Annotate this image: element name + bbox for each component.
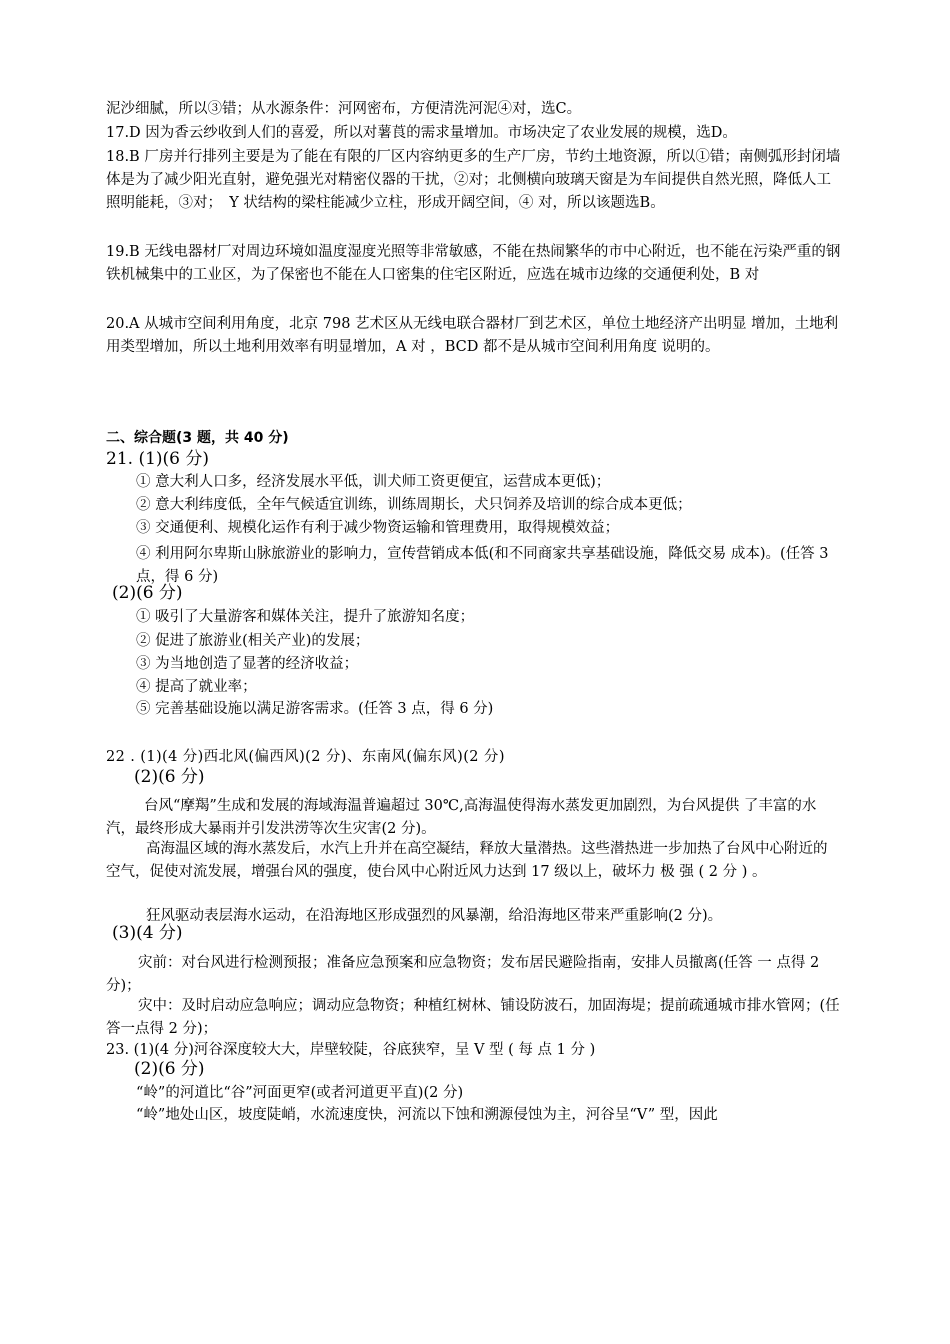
question-23-part-1: 23. (1)(4 分)河谷深度较大大，岸壁较陡，谷底狭窄，呈 V 型 ( 每 点 1 分 ) (106, 1042, 596, 1058)
q23-2-line-1: “岭”的河道比“谷”河面更窄(或者河道更平直)(2 分) (136, 1085, 464, 1101)
q23-2-line-2: “岭”地处山区，坡度陡峭，水流速度快，河流以下蚀和溯源侵蚀为主，河谷呈“V” 型，因此 (136, 1107, 718, 1123)
q21-2-point-1: ① 吸引了大量游客和媒体关注，提升了旅游知名度； (136, 609, 475, 625)
q22-2-paragraph-1: 台风“摩羯”生成和发展的海域海温普遍超过 30℃,高海温使得海水蒸发更加剧烈，为台风提供 了丰富的水汽，最终形成大暴雨并引发洪涝等次生灾害(2 分)。 (106, 798, 817, 837)
q22-3-during-disaster: 灾中：及时启动应急响应；调动应急物资；种植红树林、铺设防波石，加固海堤；提前疏通城市排水管网；(任答一点得 2 分)； (106, 998, 840, 1037)
q21-2-point-4: ④ 提高了就业率； (136, 679, 257, 695)
q21-2-point-5: ⑤ 完善基础设施以满足游客需求。(任答 3 点，得 6 分) (136, 701, 494, 717)
question-22-part-1: 22 . (1)(4 分)西北风(偏西风)(2 分)、东南风(偏东风)(2 分) (106, 749, 505, 765)
q21-1-point-4: ④ 利用阿尔卑斯山脉旅游业的影响力，宣传营销成本低(和不同商家共享基础设施，降低交易 成本)。(任答 3 点，得 6 分) (136, 546, 829, 585)
answer-18: 18.B 厂房并行排列主要是为了能在有限的厂区内容纳更多的生产厂房，节约土地资源，所以①错；南侧弧形封闭墙体是为了减少阳光直射，避免强光对精密仪器的干扰，②对；北侧横向玻璃天窗是为车间提供自然光照，降低人工照明能耗，③对； Y 状结构的梁柱能减少立柱，形成开阔空间，④ 对，所以该题选B。 (106, 149, 841, 211)
q23-part-2-heading: (2)(6 分) (134, 1059, 205, 1079)
q21-2-point-3: ③ 为当地创造了显著的经济收益； (136, 656, 359, 672)
q21-1-point-2: ② 意大利纬度低，全年气候适宜训练，训练周期长，犬只饲养及培训的综合成本更低； (136, 497, 692, 513)
q21-1-point-1: ① 意大利人口多，经济发展水平低，训犬师工资更便宜，运营成本更低)； (136, 474, 611, 490)
q22-2-paragraph-2: 高海温区域的海水蒸发后，水汽上升并在高空凝结，释放大量潜热。这些潜热进一步加热了台风中心附近的空气，促使对流发展，增强台风的强度，使台风中心附近风力达到 17 级以上，破坏力 极 强 ( 2 分 ) 。 (106, 841, 828, 880)
q21-1-point-3: ③ 交通便利、规模化运作有利于减少物资运输和管理费用，取得规模效益； (136, 520, 620, 536)
q22-part-2-heading: (2)(6 分) (134, 767, 205, 787)
q21-2-point-2: ② 促进了旅游业(相关产业)的发展； (136, 633, 370, 649)
question-21-part-1-heading: 21. (1)(6 分) (106, 449, 210, 469)
section-heading: 二、综合题(3 题，共 40 分) (106, 430, 289, 446)
q21-part-2-heading: (2)(6 分) (112, 583, 183, 603)
answer-19: 19.B 无线电器材厂对周边环境如温度湿度光照等非常敏感，不能在热闹繁华的市中心附近，也不能在污染严重的钢铁机械集中的工业区，为了保密也不能在人口密集的住宅区附近，应选在城市边缘的交通便利处，B 对 (106, 244, 841, 283)
answer-17: 17.D 因为香云纱收到人们的喜爱，所以对薯莨的需求量增加。市场决定了农业发展的规模，选D。 (106, 125, 737, 141)
answer-20: 20.A 从城市空间利用角度，北京 798 艺术区从无线电联合器材厂到艺术区，单位土地经济产出明显 增加，土地利用类型增加，所以土地利用效率有明显增加，A 对 ，BCD 都不是从城市空间利用角度 说明的。 (106, 316, 839, 355)
answer-16-continued: 泥沙细腻，所以③错；从水源条件：河网密布，方便清洗河泥④对，选C。 (106, 101, 582, 117)
q22-part-3-heading: (3)(4 分) (112, 923, 183, 943)
q22-3-before-disaster: 灾前：对台风进行检测预报；准备应急预案和应急物资；发布居民避险指南，安排人员撤离(任答 一 点得 2 分)； (106, 955, 820, 994)
q22-2-paragraph-3: 狂风驱动表层海水运动，在沿海地区形成强烈的风暴潮，给沿海地区带来严重影响(2 分)。 (146, 908, 723, 924)
